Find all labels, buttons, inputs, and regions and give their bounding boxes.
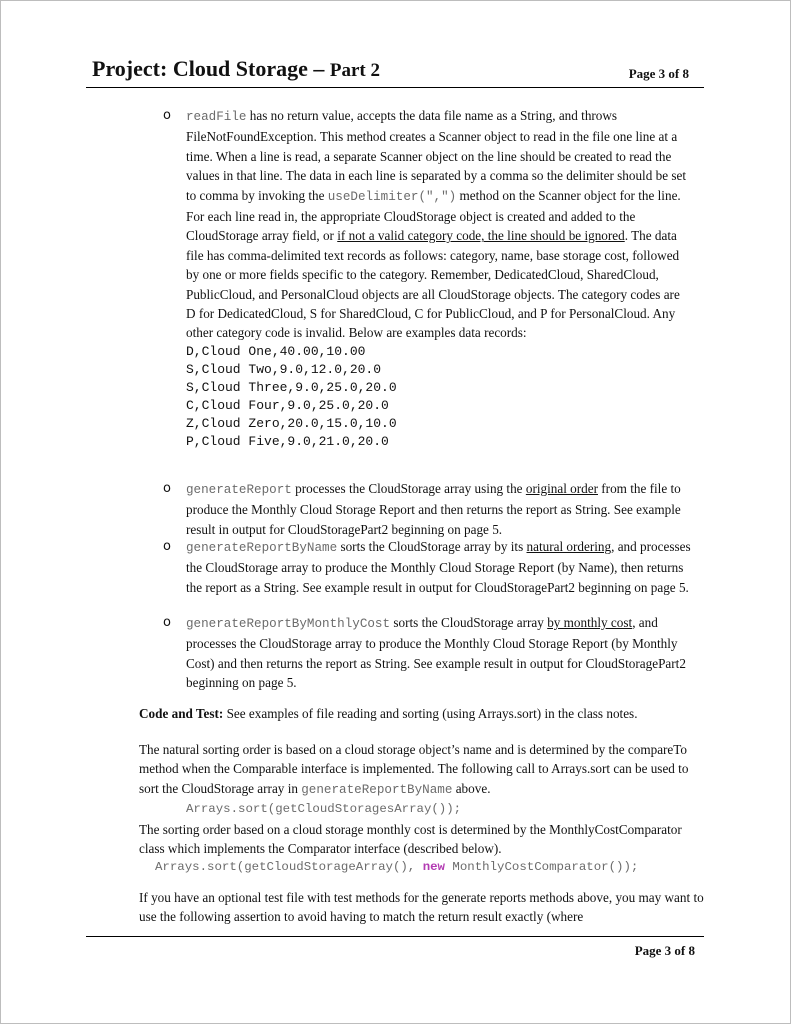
- bullet-marker: o: [163, 481, 171, 496]
- data-record: Z,Cloud Zero,20.0,15.0,10.0: [186, 415, 397, 431]
- bullet-marker: o: [163, 108, 171, 123]
- bullet-generate-report-by-monthly-cost: o generateReportByMonthlyCost sorts the CloudStorage array by monthly cost, and processes the CloudStorage array to produce the Monthly Cloud Storage Report (by Monthly Cost) and then returns the report as String. See example result in output for CloudStoragePart2 beginning on page 5.: [163, 615, 686, 691]
- data-records: [186, 343, 691, 451]
- data-record: C,Cloud Four,9.0,25.0,20.0: [186, 397, 389, 413]
- header-divider: [86, 87, 704, 88]
- code-keyword-new: new: [422, 860, 445, 875]
- footer-page-number: Page 3 of 8: [634, 943, 695, 958]
- page-title: Project: Cloud Storage – Part 2: [92, 56, 380, 81]
- code-and-test-label: Code and Test:: [139, 706, 224, 721]
- data-record: P,Cloud Five,9.0,21.0,20.0: [186, 433, 389, 449]
- underlined-by-monthly-cost: by monthly cost: [547, 615, 633, 630]
- method-name-generate-report-by-name: generateReportByName: [186, 541, 338, 555]
- bullet-marker: o: [163, 539, 171, 554]
- monthly-sort-text: The sorting order based on a cloud storage monthly cost is determined by the MonthlyCostComparator class which implements the Comparator interface (described below).: [139, 821, 682, 857]
- natural-sort-paragraph: The natural sorting order is based on a cloud storage object’s name and is determined by the compareTo method when the Comparable interface is implemented. The following call to Arrays.sort can be used to sort the CloudStorage array in generateReportByName above. Arrays.sort(getCloudStoragesArray()); The sorting order based on a cloud storage monthly cost is determined by the MonthlyCostComparator class which implements the Comparator interface (described below). Arrays.sort(getCloudStorageArray(), new MonthlyCostComparator());: [139, 740, 705, 878]
- bullet-generate-report-by-name: o generateReportByName sorts the CloudStorage array by its natural ordering, and processes the CloudStorage array to produce the Monthly Cloud Storage Report (by Name), then returns the report as a String. See example result in output for CloudStoragePart2 beginning on page 5.: [163, 539, 691, 595]
- code-use-delimiter: useDelimiter(","): [327, 189, 457, 204]
- code-generate-report-by-name: generateReportByName: [301, 782, 453, 797]
- data-record: S,Cloud Three,9.0,25.0,20.0: [186, 379, 397, 395]
- code-and-test-paragraph: Code and Test: See examples of file reading and sorting (using Arrays.sort) in the class notes.: [139, 706, 638, 721]
- method-name-generate-report-by-monthly-cost: generateReportByMonthlyCost: [186, 617, 391, 631]
- optional-test-paragraph: If you have an optional test file with test methods for the generate reports methods above, you may want to use the following assertion to avoid having to match the return result exactly (where: [139, 890, 704, 925]
- code-sort-natural: Arrays.sort(getCloudStoragesArray());: [186, 802, 462, 817]
- data-record: S,Cloud Two,9.0,12.0,20.0: [186, 361, 382, 377]
- underlined-original-order: original order: [525, 481, 598, 496]
- header-page-number: Page 3 of 8: [628, 66, 689, 81]
- bullet-generate-report: o generateReport processes the CloudStorage array using the original order from the file to produce the Monthly Cloud Storage Report and then returns the report as String. See example result in output for CloudStoragePart2 beginning on page 5.: [163, 481, 681, 537]
- method-name-generate-report: generateReport: [186, 483, 292, 497]
- footer-divider: [86, 936, 704, 937]
- code-sort-monthly: Arrays.sort(getCloudStorageArray(), new MonthlyCostComparator());: [155, 860, 639, 875]
- method-name-readfile: readFile: [186, 110, 247, 124]
- data-record: D,Cloud One,40.00,10.00: [186, 343, 366, 359]
- bullet-marker: o: [163, 615, 171, 630]
- bullet-readfile: o readFile has no return value, accepts the data file name as a String, and throws FileNotFoundException. This method creates a Scanner object to read in the file one line at a time. When a line is read, a separate Scanner object on the line should be created to read the values in that line. The data in each line is separated by a comma so the delimiter should be set to comma by invoking the useDelimiter(",") method on the Scanner object for the line. For each line read in, the appropriate CloudStorage object is created and added to the CloudStorage array field, or if not a valid category code, the line should be ignored. The data file has comma-delimited text records as follows: category, name, base storage cost, followed by one or more fields specific to the category. Remember, DedicatedCloud, SharedCloud, PublicCloud, and PersonalCloud objects are all CloudStorage objects. The category codes are D for DedicatedCloud, S for SharedCloud, C for PublicCloud, and P for PersonalCloud. Any other category code is invalid. Below are examples data records: D,Cloud One,40.00,10.00 S,Cloud Two,9.0,12.0,20.0 S,Cloud Three,9.0,25.0,20.0 C,Cloud Four,9.0,25.0,20.0 Z,Cloud Zero,20.0,15.0,10.0 P,Cloud Five,9.0,21.0,20.0: [163, 106, 691, 451]
- underlined-ignore-note: if not a valid category code, the line should be ignored: [337, 228, 625, 244]
- underlined-natural-ordering: natural ordering: [526, 539, 612, 554]
